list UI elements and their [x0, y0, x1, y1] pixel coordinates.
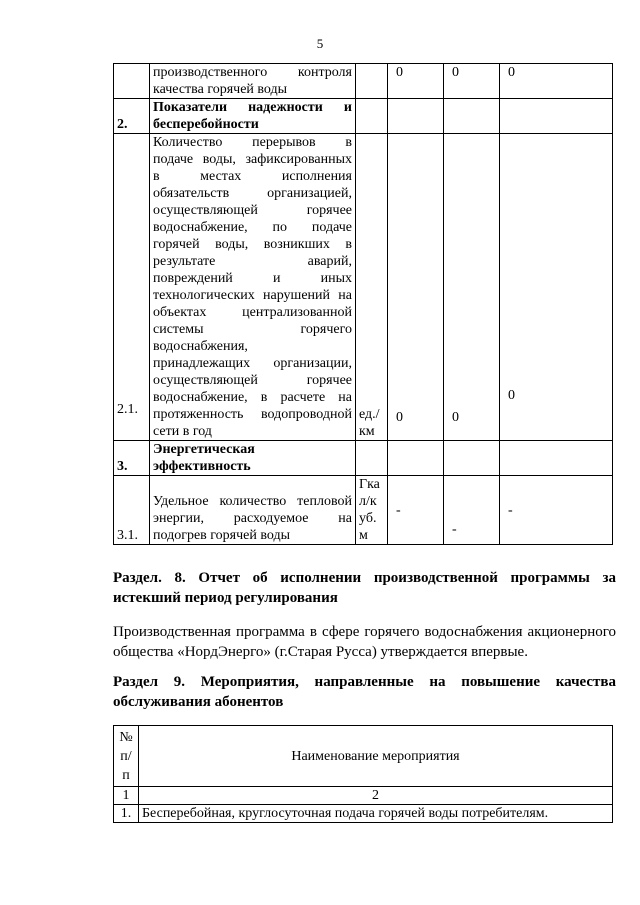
section-8-paragraph: Производственная программа в сфере горячего водоснабжения акционерного общества «НордЭнерго» (г.Старая Русса) утверждается впервые. — [113, 624, 616, 660]
column-index: 1 — [114, 787, 139, 805]
value-cell: 0 — [500, 134, 613, 441]
indicator-text — [150, 64, 356, 99]
text-line: протяженность водопроводной — [153, 407, 352, 422]
text-line: принадлежащих организации, — [153, 356, 352, 371]
value-cell: - — [444, 476, 500, 545]
section-8-heading: Раздел. 8. Отчет об исполнении производственной программы за истекший период регулирования — [113, 570, 616, 606]
text-line: технологических нарушений на — [153, 288, 352, 303]
text-line: энергии, расходуемое на — [153, 511, 352, 526]
value-cell: 0 — [500, 64, 613, 99]
unit-line: Гка — [359, 477, 380, 492]
unit-line: ед./ — [359, 407, 380, 422]
table-row — [114, 441, 613, 476]
text-line: водоснабжения, — [153, 339, 248, 354]
text-line: результате аварий, — [153, 254, 352, 269]
table-row — [114, 805, 613, 823]
text-line: горячей воды, возникших в — [153, 237, 352, 252]
text-line: осуществляющей горячее — [153, 373, 352, 388]
text-line: объектах централизованной — [153, 305, 352, 320]
text-line: бесперебойности — [153, 117, 259, 132]
column-header-name: Наименование мероприятия — [139, 726, 613, 787]
text-line: эффективность — [153, 459, 251, 474]
table-row — [114, 134, 613, 441]
column-index: 2 — [139, 787, 613, 805]
row-number: 2.1. — [114, 134, 150, 441]
indicator-text — [150, 134, 356, 441]
header-line: № — [119, 729, 133, 745]
text-line: сети в год — [153, 424, 212, 439]
row-number — [114, 64, 150, 99]
page-number: 5 — [316, 36, 324, 51]
row-number: 3.1. — [114, 476, 150, 545]
value-cell: 0 — [444, 134, 500, 441]
unit-cell — [356, 134, 388, 441]
unit-line: л/к — [359, 494, 377, 509]
table-row — [114, 64, 613, 99]
indicator-text — [150, 476, 356, 545]
unit-line: м — [359, 528, 368, 543]
value-cell: - — [388, 476, 444, 545]
text-line: Энергетическая — [153, 442, 255, 457]
indicators-table — [113, 63, 613, 545]
section-9-heading: Раздел 9. Мероприятия, направленные на повышение качества обслуживания абонентов — [113, 674, 616, 710]
value-cell: 0 — [388, 134, 444, 441]
column-header-number — [114, 726, 139, 787]
text-line: качества горячей воды — [153, 82, 288, 97]
unit-line: км — [359, 424, 375, 439]
text-line: водоснабжение, в расчете на — [153, 390, 352, 405]
section-title — [150, 441, 356, 476]
text-line: в местах исполнения — [153, 169, 352, 184]
table-row — [114, 476, 613, 545]
row-number: 1. — [114, 805, 139, 823]
text-line: подогрев горячей воды — [153, 528, 290, 543]
unit-cell — [356, 476, 388, 545]
section-title — [150, 99, 356, 134]
text-line: водоснабжение, по подаче — [153, 220, 352, 235]
text-line: системы горячего — [153, 322, 352, 337]
table-row — [114, 787, 613, 805]
section-number: 2. — [114, 99, 150, 134]
text-line: осуществляющей горячее — [153, 203, 352, 218]
text-line: повреждений и иных — [153, 271, 352, 286]
text-line: обязательств организацией, — [153, 186, 352, 201]
header-line: п — [122, 767, 130, 783]
text-line: Количество перерывов в — [153, 135, 352, 150]
unit-line: уб. — [359, 511, 377, 526]
measure-name: Бесперебойная, круглосуточная подача горячей воды потребителям. — [139, 805, 613, 823]
measures-table — [113, 725, 613, 823]
unit-cell — [356, 64, 388, 99]
header-line: п/ — [120, 748, 132, 764]
table-row — [114, 99, 613, 134]
section-number: 3. — [114, 441, 150, 476]
value-cell: - — [500, 476, 613, 545]
value-cell: 0 — [388, 64, 444, 99]
text-line: Показатели надежности и — [153, 100, 352, 115]
text-line: подаче воды, зафиксированных — [153, 152, 352, 167]
text-line: Удельное количество тепловой — [153, 494, 352, 509]
text-line: производственного контроля — [153, 65, 352, 80]
table-header-row — [114, 726, 613, 787]
value-cell: 0 — [444, 64, 500, 99]
